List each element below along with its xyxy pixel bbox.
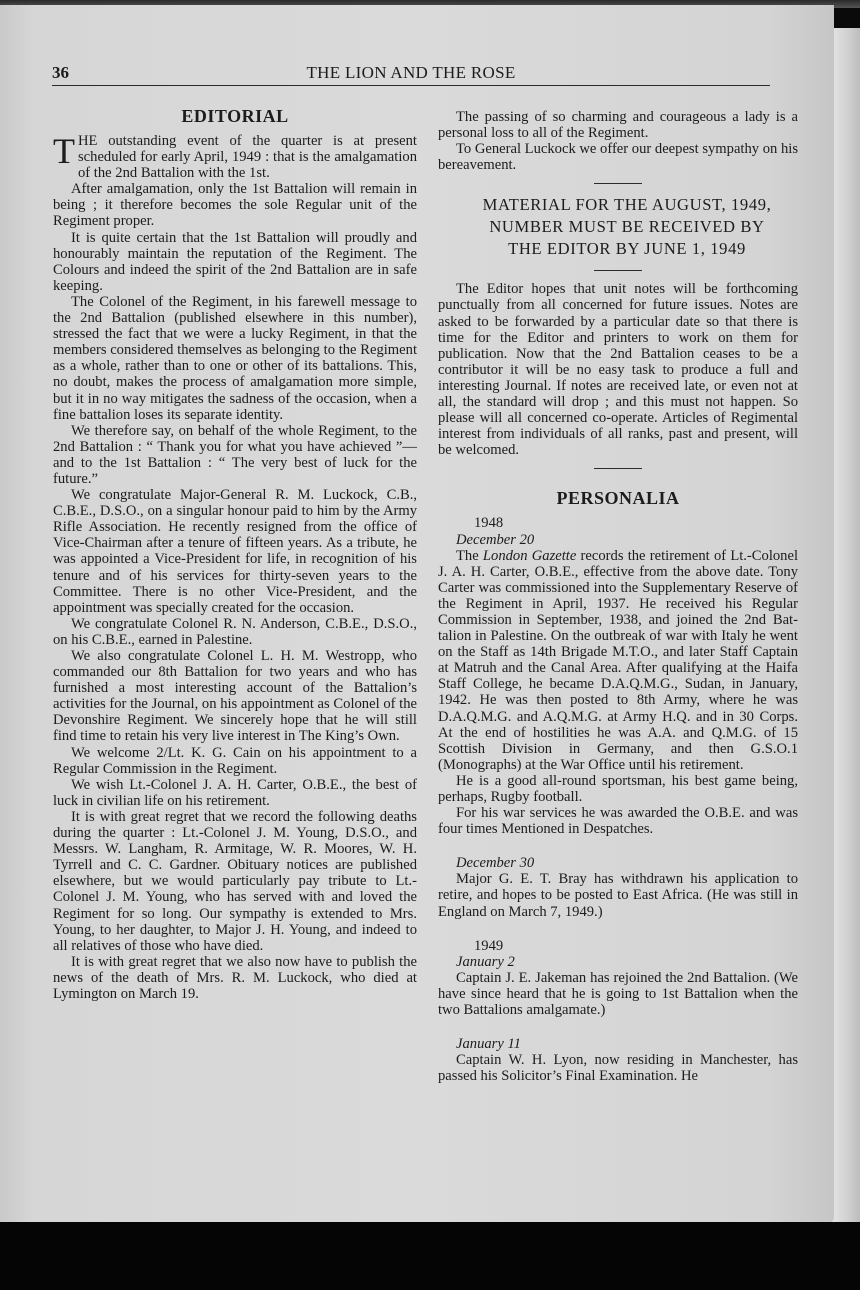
right-column bbox=[438, 109, 798, 1084]
editorial-paragraph: We therefore say, on behalf of the whole Regiment, to the 2nd Battalion : “ Thank you for what you have achieved ”—and to the 1st Battalion : “ The very best of luck for the future.” bbox=[53, 422, 417, 487]
editorial-paragraph: We welcome 2/Lt. K. G. Cain on his appointment to a Regular Commission in the Regiment. bbox=[53, 744, 417, 777]
notice-line: THE EDITOR BY JUNE 1, 1949 bbox=[508, 239, 746, 259]
entry-paragraph bbox=[438, 548, 798, 773]
entry-date: January 2 bbox=[456, 953, 515, 970]
drop-cap: T bbox=[53, 131, 75, 171]
editorial-paragraph: We congratulate Colonel R. N. Anderson, C.B.E., D.S.O., on his C.B.E., earned in Palestine. bbox=[53, 615, 417, 648]
personalia-entry bbox=[438, 515, 798, 837]
editorial-paragraph: The Colonel of the Regiment, in his farewell message to the 2nd Battalion (published elsewhere in this number), stressed the fact that we were a lucky Regiment, in that the members considered themselves as belonging to the Regiment as a whole, rather than to one or other of its battalions. This, no doubt, makes the process of amalgamation more simple, but it in no way mitigates the sadness of the occasion, when a fine battalion loses its separate identity. bbox=[53, 293, 417, 423]
entry-date: December 30 bbox=[456, 855, 535, 872]
editorial-paragraph-text: HE outstanding event of the quarter is at present scheduled for early April, 1949 : that is the amalgamation of the 2nd Battalion with the 1st. bbox=[78, 133, 417, 182]
left-column bbox=[53, 105, 417, 1002]
editorial-paragraph: It is with great regret that we record the following deaths during the quarter : Lt.-Colonel J. M. Young, D.S.O., and Messrs. W. Langham, R. Armitage, W. R. Moores, W. H. Tyrrell and C. C. Gardner. Obituary notices are published elsewhere, but we would particularly pay tribute to Lt.-Colonel J. M. Young, who has served with and loved the Regiment for so long. Our sympathy is extended to Mrs. Young, to her daughter, to Major J. H. Young, and indeed to all relatives of those who have died. bbox=[53, 808, 417, 954]
editorial-paragraph: We wish Lt.-Colonel J. A. H. Carter, O.B.E., the best of luck in civilian life on his retirement. bbox=[53, 776, 417, 809]
editorial-paragraph: We congratulate Major-General R. M. Luckock, C.B., C.B.E., D.S.O., on a singular honour paid to him by the Army Rifle Association. He recently resigned from the office of Vice-Chairman after a tenure of fifteen years. As a tribute, he was appointed a Vice-President for life, in recognition of his tenure and of his services for thirty-seven years to the Committee. There is no other Vice-President, and the appointment was specially created for the occasion. bbox=[53, 487, 417, 616]
personalia-entry bbox=[438, 938, 798, 1018]
entry-year: 1948 bbox=[474, 515, 504, 532]
editorial-continued-paragraph: To General Luckock we offer our deepest sympathy on his bereavement. bbox=[438, 141, 798, 174]
editorial-heading: EDITORIAL bbox=[181, 106, 289, 126]
notice-line: NUMBER MUST BE RECEIVED BY bbox=[489, 217, 765, 237]
editorial-paragraph: We also congratulate Colonel L. H. M. Westropp, who commanded our 8th Battalion for two years and who has furnished a most interesting account of the Battalion’s activities for the Journal, on his appointment as Colonel of the Devonshire Regiment. We sincerely hope that he will still find time to retain his very live interest in The King’s Own. bbox=[53, 648, 417, 745]
entry-text: The bbox=[456, 547, 483, 564]
journal-title: THE LION AND THE ROSE bbox=[306, 63, 516, 82]
section-divider bbox=[594, 183, 642, 184]
personalia-entry bbox=[438, 855, 798, 919]
entry-year: 1949 bbox=[474, 937, 504, 954]
scan-background bbox=[0, 1222, 860, 1290]
entry-paragraph: He is a good all-round sportsman, his best game being, perhaps, Rugby football. bbox=[438, 772, 798, 805]
journal-page bbox=[0, 5, 834, 1223]
adjacent-page-edge bbox=[830, 28, 860, 1223]
personalia-entry bbox=[438, 1036, 798, 1084]
notice-line: MATERIAL FOR THE AUGUST, 1949, bbox=[482, 195, 772, 215]
entry-paragraph: Captain J. E. Jakeman has rejoined the 2nd Battalion. (We have since heard that he is going to 1st Battalion when the two Battalions amalgamate.) bbox=[438, 969, 798, 1019]
submission-notice bbox=[438, 194, 798, 260]
editorial-paragraph: It is with great regret that we also now have to publish the news of the death of Mrs. R. M. Luckock, who died at Lymington on March 19. bbox=[53, 953, 417, 1002]
entry-date: January 11 bbox=[456, 1036, 521, 1053]
entry-paragraph: Captain W. H. Lyon, now residing in Manchester, has passed his Solicitor’s Final Examination. He bbox=[438, 1052, 798, 1085]
editorial-paragraph: After amalgamation, only the 1st Battalion will remain in being ; it therefore becomes the sole Regular unit of the Regiment proper. bbox=[53, 181, 417, 230]
notice-body: The Editor hopes that unit notes will be forthcoming punctually from all concerned for future issues. Notes are asked to be forwarded by a particular date so that there is time for the Editor and printers to work on them for publication. Now that the 2nd Battalion ceases to be a contributor it will be no easy task to produce a full and interesting Journal. If notes are received late, or even not at all, the standard will drop ; and this must not happen. So please will all concerned co-operate. Articles of Regimental interest from individuals of all ranks, past and present, will be welcomed. bbox=[438, 281, 798, 459]
running-header bbox=[52, 61, 770, 86]
page-number: 36 bbox=[52, 63, 69, 82]
section-divider bbox=[594, 468, 642, 469]
entry-date: December 20 bbox=[456, 531, 535, 548]
entry-paragraph: Major G. E. T. Bray has withdrawn his application to retire, and hopes to be posted to East Africa. (He was still in England on March 7, 1949.) bbox=[438, 871, 798, 920]
publication-title: London Gazette bbox=[482, 547, 577, 564]
personalia-heading: PERSONALIA bbox=[556, 488, 680, 509]
editorial-paragraph bbox=[53, 133, 417, 181]
section-divider bbox=[594, 270, 642, 271]
editorial-paragraph: It is quite certain that the 1st Battalion will proudly and honourably maintain the reputation of the Regiment. The Colours and indeed the spirit of the 2nd Battalion are in safe keeping. bbox=[53, 229, 417, 294]
editorial-continued-paragraph: The passing of so charming and courageous a lady is a personal loss to all of the Regiment. bbox=[438, 109, 798, 142]
entry-paragraph: For his war services he was awarded the O.B.E. and was four times Mentioned in Despatches. bbox=[438, 805, 798, 838]
entry-text: records the retirement of Lt.-Colonel J. A. H. Carter, O.B.E., effective from the above date. Tony Carter was commissioned into the Supplementary Reserve of the Regiment in April, 1937. He received his Regular Commission in September, 1938, and joined the 2nd Battalion in Palestine. On the outbreak of war with Italy he went on the Staff as 14th Brigade M.T.O., and later Staff Captain at Matruh and the Canal Area. After qualifying at the Haifa Staff College, he became D.A.Q.M.G., Sudan, in January, 1942. He was then posted to 8th Army, where he was D.A.Q.M.G. and A.Q.M.G. at Army H.Q. and in 30 Corps. At the end of hostilities he was A.A. and Q.M.G. of 15 Scottish Division in Germany, and then G.S.O.1 (Monographs) at the War Office until his retirement. bbox=[438, 547, 799, 773]
